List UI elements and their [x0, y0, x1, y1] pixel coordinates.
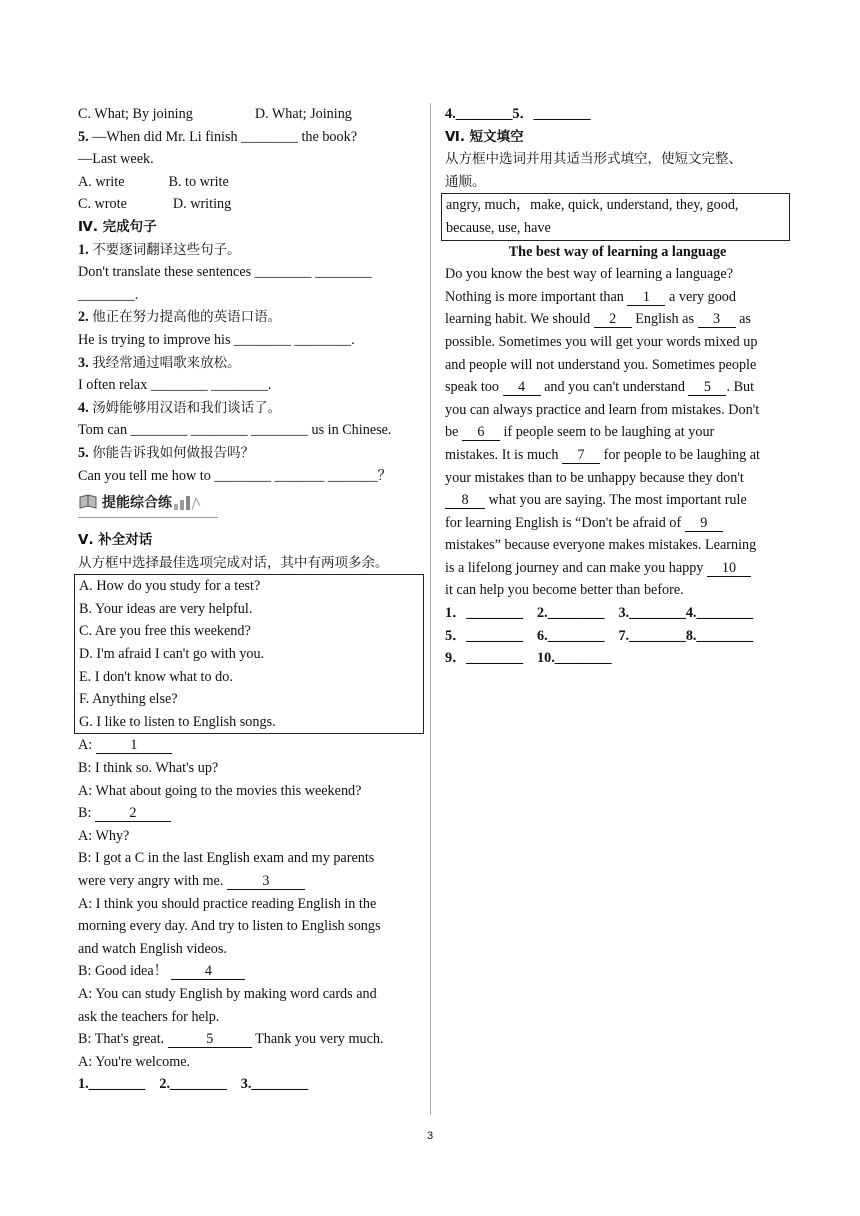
- dialog-line-4: B: 2: [78, 802, 424, 825]
- sentence-1-zh: 1. 不要逐词翻译这些句子。: [78, 241, 241, 258]
- q5-options-ab: A. write B. to write: [78, 173, 229, 190]
- dialog-blank-5[interactable]: 5: [168, 1031, 252, 1048]
- sentence-5-en: Can you tell me how to ________ _______ _______？: [78, 467, 392, 484]
- column-divider: [430, 103, 431, 1115]
- passage-blank-7[interactable]: 7: [562, 447, 600, 464]
- option-f: F. Anything else?: [79, 691, 178, 708]
- passage-answer-row-2: 5．________ 6.________ 7.________8.________: [445, 627, 754, 644]
- passage-line-15: it can help you become better than before.: [445, 582, 684, 599]
- passage-blank-6[interactable]: 6: [462, 424, 500, 441]
- practice-banner: [78, 491, 424, 521]
- passage-title: The best way of learning a language: [508, 243, 727, 260]
- passage-blank-4[interactable]: 4: [503, 379, 541, 396]
- dialog-line-3: A: What about going to the movies this weekend?: [78, 782, 362, 799]
- passage-line-14: is a lifelong journey and can make you happy 10: [445, 557, 790, 580]
- sentence-3-en: I often relax ________ ________.: [78, 377, 272, 394]
- passage-line-12: for learning English is “Don't be afraid of 9: [445, 512, 790, 535]
- sentence-5-zh: 5. 你能告诉我如何做报告吗？: [78, 444, 255, 461]
- option-e: E. I don't know what to do.: [79, 668, 233, 685]
- passage-line-2: Nothing is more important than 1 a very good: [445, 288, 736, 305]
- dialog-blank-2[interactable]: 2: [95, 805, 171, 822]
- sentence-1-en-cont: ________.: [78, 286, 139, 303]
- dialog-answer-row-cont: 4.________5．________: [445, 106, 591, 122]
- chart-icon: [172, 492, 204, 512]
- dialog-line-15: A: You're welcome.: [78, 1053, 191, 1070]
- dialog-line-1: A: 1: [78, 734, 424, 757]
- page-number: 3: [426, 1130, 434, 1142]
- passage-blank-10[interactable]: 10: [707, 560, 751, 577]
- word-box-line-2: because, use, have: [446, 219, 551, 236]
- question-5: 5. —When did Mr. Li finish ________ the book?: [78, 128, 357, 145]
- section-6-title: Ⅵ. 短文填空: [445, 128, 524, 145]
- passage-line-10: your mistakes than to be unhappy because they don't: [445, 469, 744, 486]
- sentence-2-en: He is trying to improve his ________ ________.: [78, 331, 355, 348]
- sentence-1-en: Don't translate these sentences ________ ________: [78, 264, 372, 281]
- dialog-line-8: A: I think you should practice reading English in the: [78, 895, 377, 912]
- sentence-2-zh: 2. 他正在努力提高他的英语口语。: [78, 309, 282, 326]
- option-d: D. I'm afraid I can't go with you.: [79, 646, 265, 663]
- left-column: [78, 103, 424, 1096]
- section-5-title: Ⅴ. 补全对话: [78, 532, 153, 549]
- word-box-line-1: angry, much，make, quick, understand, they, good,: [446, 197, 739, 214]
- options-box: [74, 574, 424, 734]
- dialog-blank-4[interactable]: 4: [171, 963, 245, 980]
- q5-options-cd: C. wrote D. writing: [78, 196, 232, 213]
- option-c: C. Are you free this weekend?: [79, 623, 251, 640]
- dialog-blank-3[interactable]: 3: [227, 873, 305, 890]
- dialog-line-2: B: I think so. What's up?: [78, 760, 219, 777]
- right-column: [445, 103, 790, 670]
- passage-line-8: be 6 if people seem to be laughing at your: [445, 424, 715, 441]
- section-4-title: Ⅳ. 完成句子: [78, 218, 157, 235]
- passage-line-4: possible. Sometimes you will get your words mixed up: [445, 333, 758, 350]
- banner-tag: [78, 492, 204, 512]
- passage-blank-1[interactable]: 1: [627, 289, 665, 306]
- option-b: B. Your ideas are very helpful.: [79, 600, 253, 617]
- option-g: G. I like to listen to English songs.: [79, 713, 276, 730]
- dialog-line-13: ask the teachers for help.: [78, 1008, 220, 1025]
- section-6-instructions: 从方框中选词并用其适当形式填空，使短文完整、: [445, 151, 742, 168]
- dialog-line-7: were very angry with me. 3: [78, 870, 424, 893]
- passage-line-6: speak too 4 and you can't understand 5 . But: [445, 379, 755, 396]
- dialog-line-6: B: I got a C in the last English exam and my parents: [78, 850, 375, 867]
- section-6-instructions-cont: 通顺。: [445, 173, 486, 190]
- passage-line-13: mistakes” because everyone makes mistakes. Learning: [445, 537, 757, 554]
- section-5-instructions: 从方框中选择最佳选项完成对话，其中有两项多余。: [78, 554, 389, 571]
- passage-blank-8[interactable]: 8: [445, 492, 485, 509]
- passage-blank-2[interactable]: 2: [594, 311, 632, 328]
- q4-options-cd: C. What; By joining D. What; Joining: [78, 106, 352, 122]
- passage-line-7: you can always practice and learn from mistakes. Don't: [445, 401, 760, 418]
- dialog-line-10: and watch English videos.: [78, 940, 227, 957]
- dialog-line-14: B: That's great. 5 Thank you very much.: [78, 1031, 384, 1048]
- book-icon: [78, 492, 98, 512]
- dialog-line-5: A: Why?: [78, 827, 130, 844]
- passage-line-5: and people will not understand you. Sometimes people: [445, 356, 757, 373]
- passage-answer-row-3: 9．________ 10.________: [445, 650, 612, 667]
- dialog-line-12: A: You can study English by making word cards and: [78, 985, 377, 1002]
- sentence-3-zh: 3. 我经常通过唱歌来放松。: [78, 354, 241, 371]
- passage-line-11: 8 what you are saying. The most important rule: [445, 489, 790, 512]
- passage-blank-3[interactable]: 3: [698, 311, 736, 328]
- dialog-line-11: B: Good idea！ 4: [78, 960, 424, 983]
- passage-answer-row-1: 1．________ 2.________ 3.________4.________: [445, 605, 754, 622]
- passage-blank-5[interactable]: 5: [688, 379, 726, 396]
- dialog-blank-1[interactable]: 1: [96, 737, 172, 754]
- banner-underline: [78, 517, 218, 518]
- sentence-4-zh: 4. 汤姆能够用汉语和我们谈话了。: [78, 399, 282, 416]
- word-box: [441, 193, 790, 240]
- banner-text: 提能综合练: [102, 495, 172, 512]
- sentence-4-en: Tom can ________ ________ ________ us in Chinese.: [78, 422, 392, 439]
- passage-line-1: Do you know the best way of learning a language?: [445, 266, 733, 283]
- dialog-answer-row: 1.________ 2.________ 3.________: [78, 1076, 309, 1093]
- passage-line-3: learning habit. We should 2 English as 3 as: [445, 311, 751, 328]
- question-5-answer: —Last week.: [78, 151, 154, 168]
- passage-blank-9[interactable]: 9: [685, 515, 723, 532]
- option-a: A. How do you study for a test?: [79, 578, 261, 595]
- passage-line-9: mistakes. It is much 7 for people to be laughing at: [445, 446, 761, 463]
- dialog-line-9: morning every day. And try to listen to English songs: [78, 918, 381, 935]
